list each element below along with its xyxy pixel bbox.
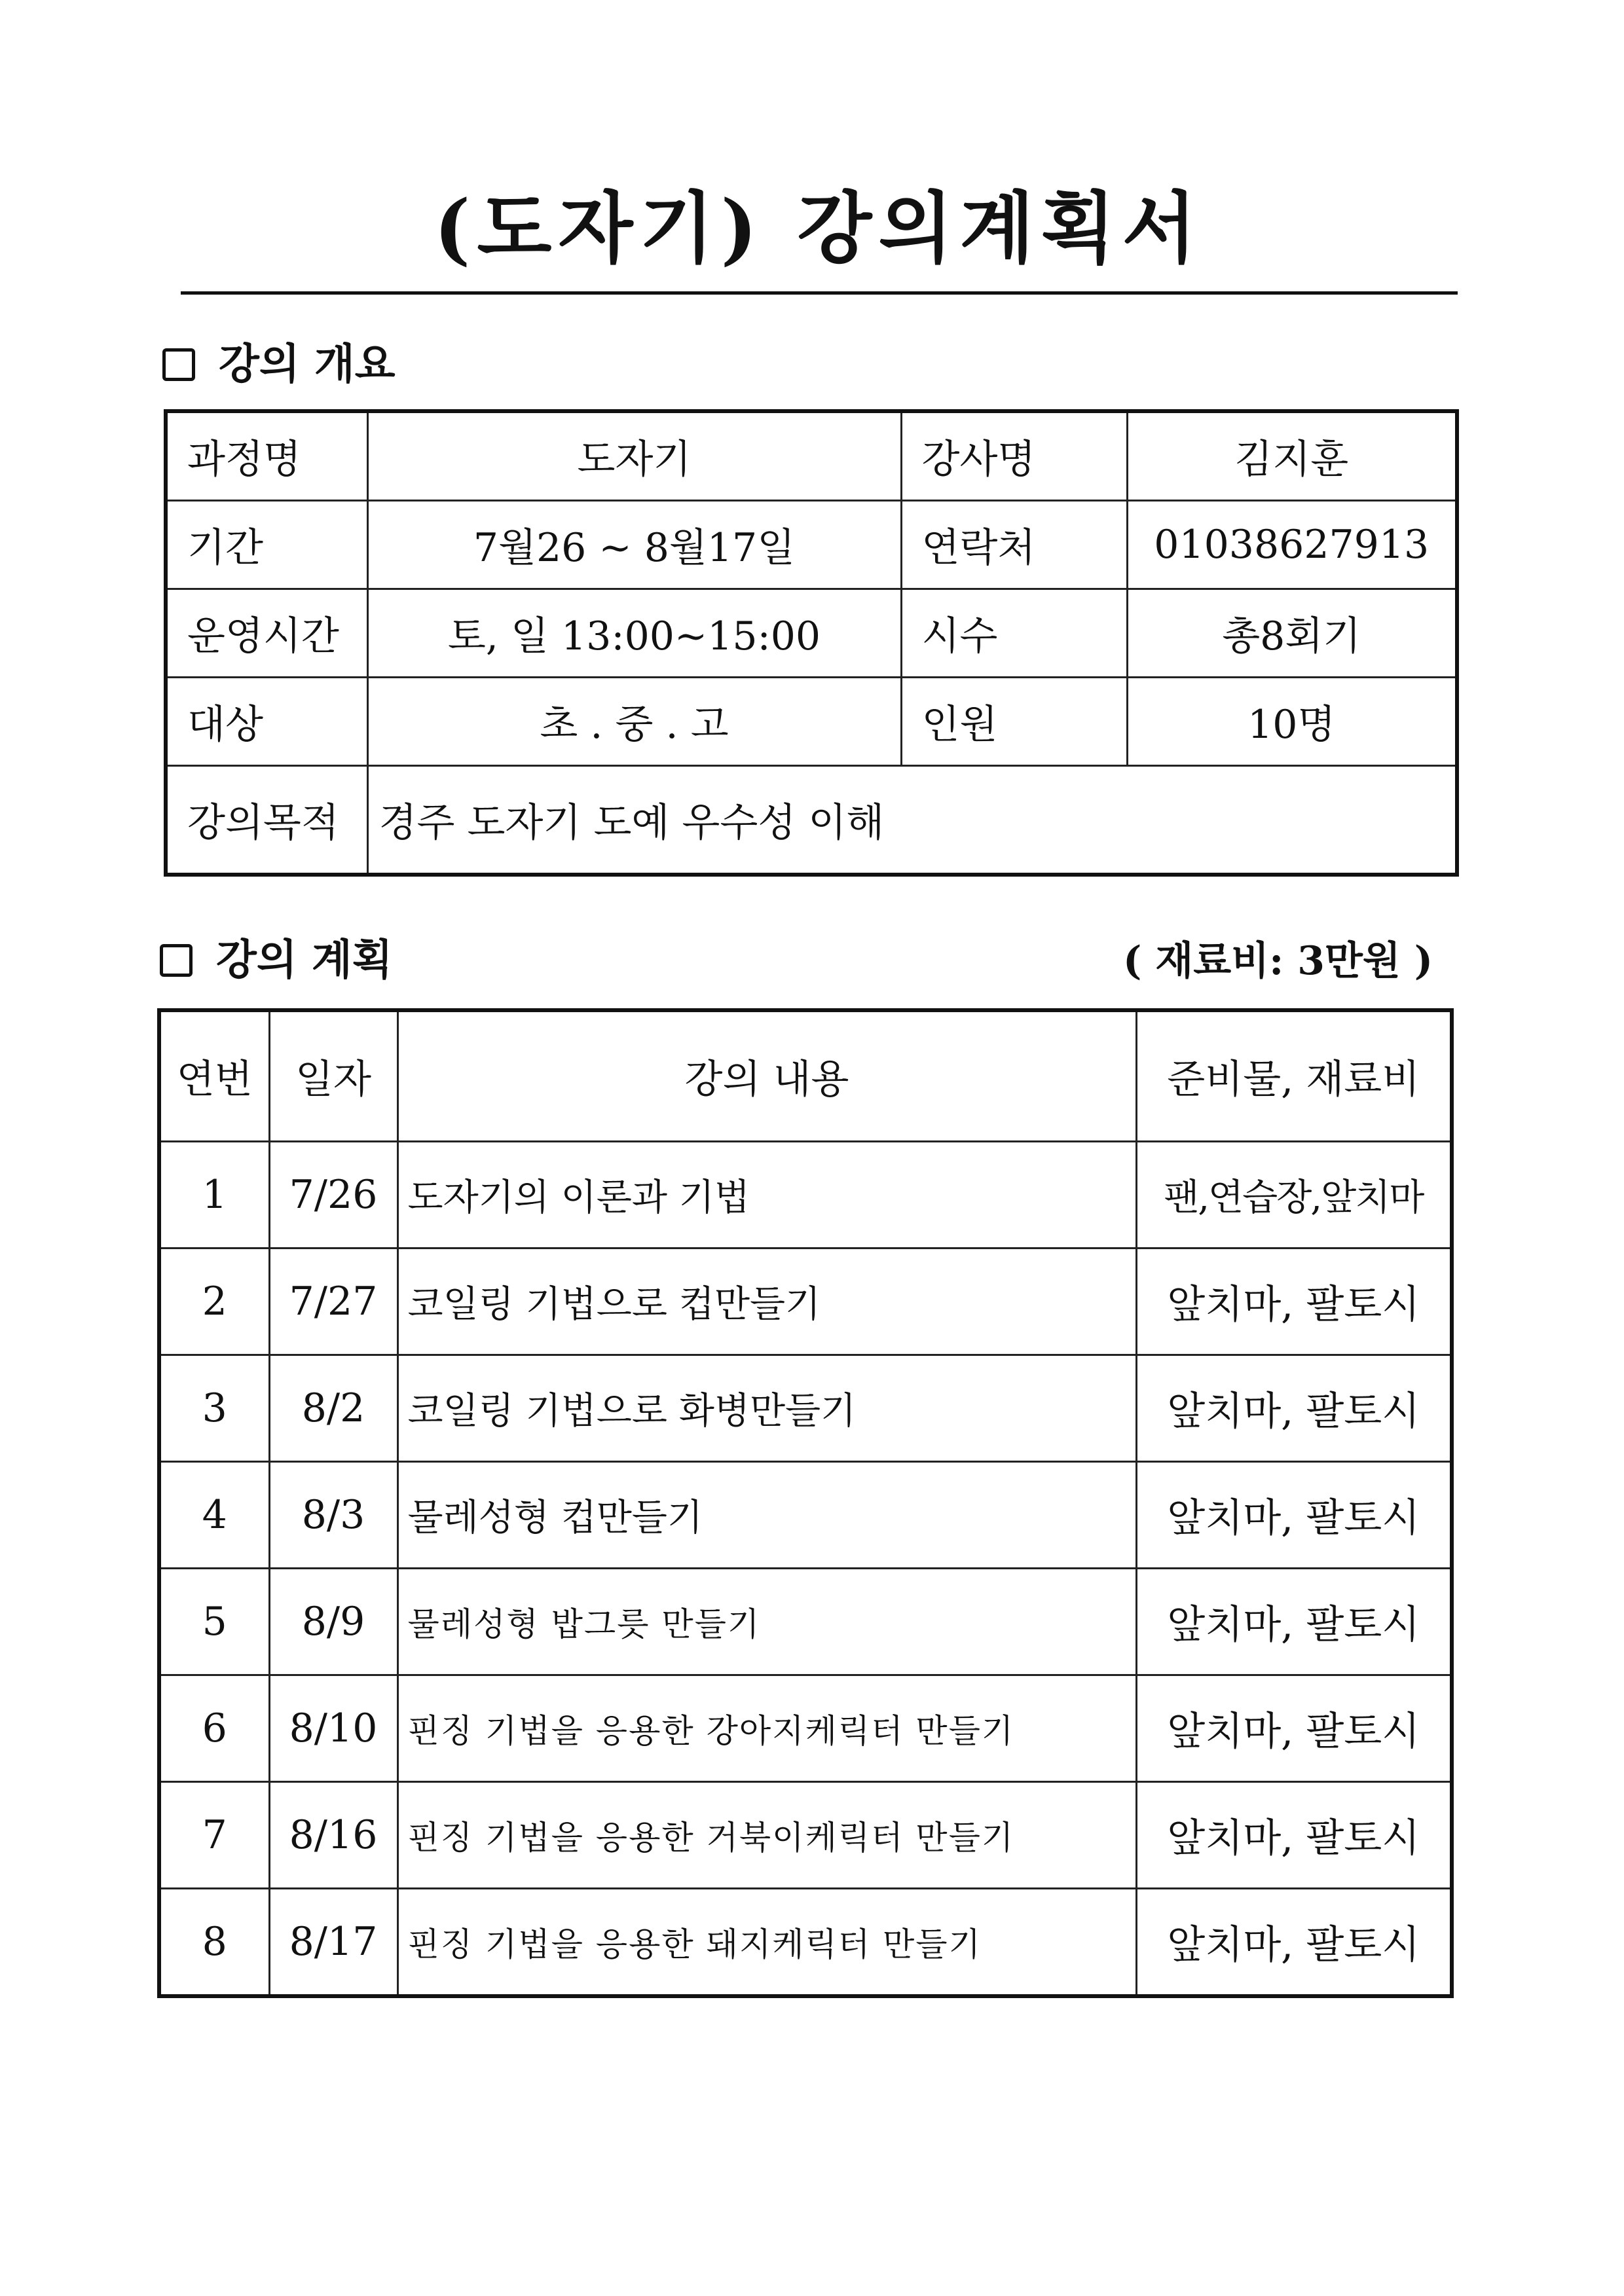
plan-heading (160, 936, 393, 985)
row-number: 3 (159, 1355, 269, 1462)
overview-label: 대상 (166, 678, 367, 766)
table-row (159, 1248, 1452, 1355)
row-content: 핀징 기법을 응용한 강아지케릭터 만들기 (397, 1675, 1136, 1782)
row-date: 8/3 (269, 1462, 397, 1569)
overview-label: 과정명 (166, 411, 367, 501)
row-materials: 앞치마, 팔토시 (1136, 1248, 1452, 1355)
column-header: 강의 내용 (397, 1010, 1136, 1142)
overview-row (166, 501, 1457, 589)
overview-label: 강사명 (901, 411, 1127, 501)
row-content: 물레성형 컵만들기 (397, 1462, 1136, 1569)
row-number: 6 (159, 1675, 269, 1782)
row-materials: 앞치마, 팔토시 (1136, 1675, 1452, 1782)
overview-row (166, 411, 1457, 501)
row-number: 5 (159, 1569, 269, 1675)
row-date: 8/2 (269, 1355, 397, 1462)
overview-heading-text: 강의 개요 (219, 340, 396, 389)
row-date: 7/27 (269, 1248, 397, 1355)
purpose-value: 경주 도자기 도예 우수성 이해 (367, 766, 1457, 875)
checkbox-icon (160, 944, 193, 977)
overview-value: 10명 (1127, 678, 1457, 766)
row-number: 4 (159, 1462, 269, 1569)
row-materials: 팬,연습장,앞치마 (1136, 1142, 1452, 1248)
plan-heading-text: 강의 계획 (216, 936, 393, 985)
column-header: 일자 (269, 1010, 397, 1142)
row-number: 1 (159, 1142, 269, 1248)
row-date: 8/17 (269, 1889, 397, 1997)
row-content: 코일링 기법으로 컵만들기 (397, 1248, 1136, 1355)
plan-header-row (159, 1010, 1452, 1142)
overview-row (166, 678, 1457, 766)
row-number: 8 (159, 1889, 269, 1997)
purpose-row (166, 766, 1457, 875)
overview-value: 김지훈 (1127, 411, 1457, 501)
overview-value: 총8회기 (1127, 589, 1457, 678)
row-materials: 앞치마, 팔토시 (1136, 1462, 1452, 1569)
overview-label: 기간 (166, 501, 367, 589)
purpose-label: 강의목적 (166, 766, 367, 875)
row-date: 8/16 (269, 1782, 397, 1889)
overview-label: 인원 (901, 678, 1127, 766)
overview-value: 01038627913 (1127, 501, 1457, 589)
overview-heading (162, 340, 396, 389)
column-header: 준비물, 재료비 (1136, 1010, 1452, 1142)
overview-value: 토, 일 13:00~15:00 (367, 589, 901, 678)
overview-value: 도자기 (367, 411, 901, 501)
row-date: 8/10 (269, 1675, 397, 1782)
table-row (159, 1569, 1452, 1675)
overview-value: 7월26 ~ 8월17일 (367, 501, 901, 589)
row-materials: 앞치마, 팔토시 (1136, 1569, 1452, 1675)
row-content: 핀징 기법을 응용한 거북이케릭터 만들기 (397, 1782, 1136, 1889)
row-content: 도자기의 이론과 기법 (397, 1142, 1136, 1248)
row-materials: 앞치마, 팔토시 (1136, 1355, 1452, 1462)
row-content: 물레성형 밥그릇 만들기 (397, 1569, 1136, 1675)
overview-table (164, 409, 1459, 877)
table-row (159, 1675, 1452, 1782)
table-row (159, 1889, 1452, 1997)
table-row (159, 1782, 1452, 1889)
overview-label: 운영시간 (166, 589, 367, 678)
plan-table (157, 1008, 1454, 1998)
column-header: 연번 (159, 1010, 269, 1142)
material-fee-note: ( 재료비: 3만원 ) (1123, 938, 1433, 984)
overview-row (166, 589, 1457, 678)
row-number: 2 (159, 1248, 269, 1355)
checkbox-icon (162, 348, 195, 381)
overview-label: 연락처 (901, 501, 1127, 589)
row-number: 7 (159, 1782, 269, 1889)
table-row (159, 1462, 1452, 1569)
table-row (159, 1142, 1452, 1248)
row-content: 핀징 기법을 응용한 돼지케릭터 만들기 (397, 1889, 1136, 1997)
row-materials: 앞치마, 팔토시 (1136, 1889, 1452, 1997)
table-row (159, 1355, 1452, 1462)
title-underline (181, 291, 1458, 295)
row-materials: 앞치마, 팔토시 (1136, 1782, 1452, 1889)
row-date: 7/26 (269, 1142, 397, 1248)
row-content: 코일링 기법으로 화병만들기 (397, 1355, 1136, 1462)
overview-label: 시수 (901, 589, 1127, 678)
row-date: 8/9 (269, 1569, 397, 1675)
overview-value: 초 . 중 . 고 (367, 678, 901, 766)
document-title: (도자기) 강의계획서 (434, 183, 1204, 274)
